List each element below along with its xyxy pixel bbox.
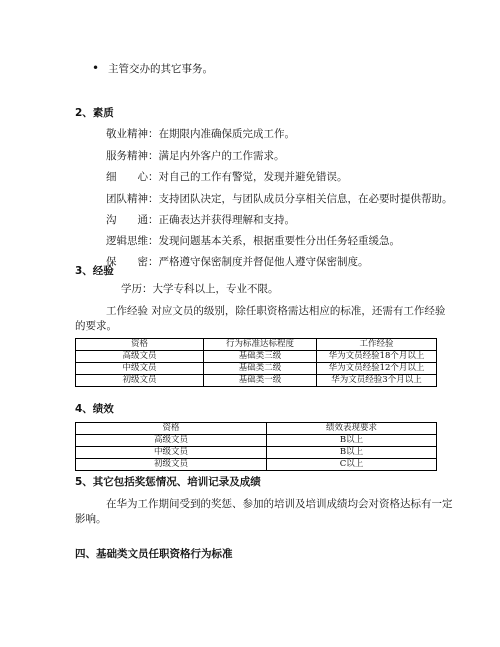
- table-row: [76, 363, 437, 375]
- table-cell: 中级文员: [76, 447, 267, 459]
- performance-table: [75, 422, 437, 471]
- section-5-paragraph-line2: 影响。: [75, 513, 107, 525]
- table-cell: B以上: [267, 447, 437, 459]
- table-header-cell: 行为标准达标程度: [204, 339, 317, 351]
- bullet-text: 主管交办的其它事务。: [108, 63, 213, 75]
- table-row: [76, 435, 437, 447]
- table-header-row: [76, 423, 437, 435]
- table-row: [76, 351, 437, 363]
- table-cell: 基础类一级: [204, 375, 317, 387]
- section-2-heading: 2、素质: [75, 107, 114, 119]
- quality-item: 保 密：严格遵守保密制度并督促他人遵守保密制度。: [106, 256, 369, 268]
- section-3-heading: 3、经验: [75, 265, 114, 277]
- section-5-heading: 5、其它包括奖惩情况、培训记录及成绩: [75, 476, 261, 488]
- quality-item: 团队精神：支持团队决定，与团队成员分享相关信息，在必要时提供帮助。: [106, 193, 453, 205]
- table-cell: 中级文员: [76, 363, 204, 375]
- bullet-icon: •: [92, 61, 100, 75]
- quality-item: 服务精神：满足内外客户的工作需求。: [106, 150, 285, 162]
- table-header-cell: 资格: [76, 423, 267, 435]
- section-5-paragraph-line1: 在华为工作期间受到的奖惩、参加的培训及培训成绩均会对资格达标有一定: [106, 498, 453, 510]
- quality-item: 敬业精神：在期限内准确保质完成工作。: [106, 128, 295, 140]
- quality-item: 细 心：对自己的工作有警觉，发现并避免错误。: [106, 171, 348, 183]
- experience-table: [75, 338, 437, 387]
- education-text: 学历：大学专科以上，专业不限。: [121, 283, 279, 295]
- table-cell: 高级文员: [76, 435, 267, 447]
- table-row: [76, 375, 437, 387]
- table-header-row: [76, 339, 437, 351]
- table-cell: C以上: [267, 459, 437, 471]
- table-cell: 高级文员: [76, 351, 204, 363]
- table-cell: 初级文员: [76, 459, 267, 471]
- table-cell: 基础类三级: [204, 351, 317, 363]
- table-cell: 华为文员经验18个月以上: [317, 351, 437, 363]
- experience-paragraph-line1: 工作经验 对应文员的级别，除任职资格需达相应的标准，还需有工作经验: [106, 305, 446, 317]
- table-header-cell: 绩效表现要求: [267, 423, 437, 435]
- table-cell: 基础类二级: [204, 363, 317, 375]
- table-row: [76, 459, 437, 471]
- table-header-cell: 工作经验: [317, 339, 437, 351]
- table-row: [76, 447, 437, 459]
- section-four-heading: 四、基础类文员任职资格行为标准: [75, 548, 233, 560]
- table-cell: 华为文员经验12个月以上: [317, 363, 437, 375]
- table-cell: B以上: [267, 435, 437, 447]
- experience-paragraph-line2: 的要求。: [75, 320, 117, 332]
- quality-item: 沟 通：正确表达并获得理解和支持。: [106, 214, 295, 226]
- table-cell: 华为文员经验3个月以上: [317, 375, 437, 387]
- table-cell: 初级文员: [76, 375, 204, 387]
- quality-item: 逻辑思维：发现问题基本关系，根据重要性分出任务轻重缓急。: [106, 235, 400, 247]
- table-header-cell: 资格: [76, 339, 204, 351]
- section-4-heading: 4、绩效: [75, 403, 114, 415]
